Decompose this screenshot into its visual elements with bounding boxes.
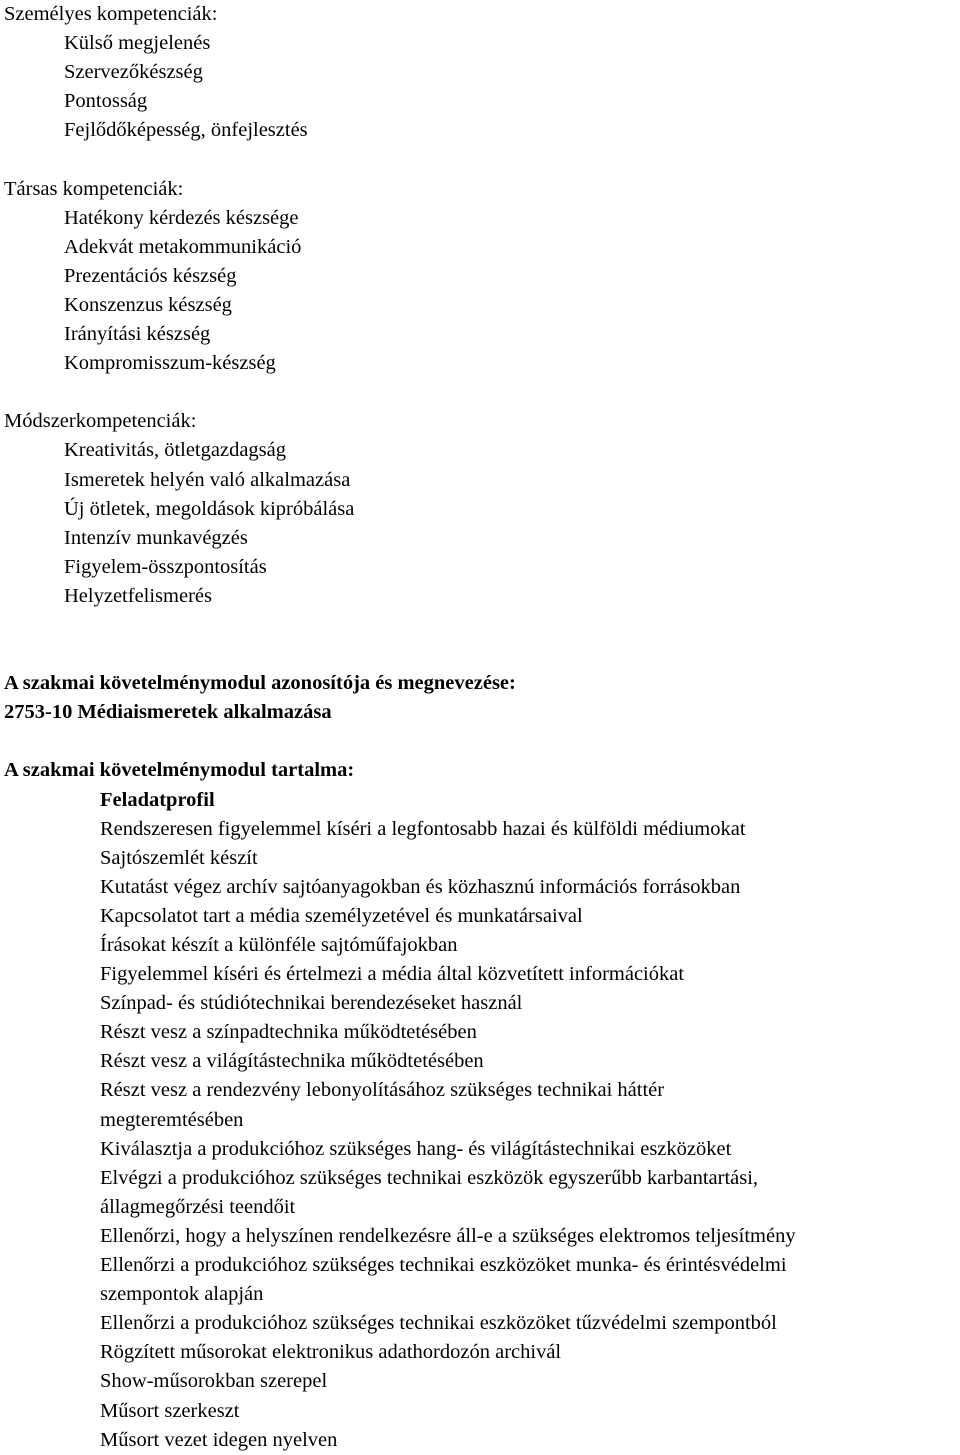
spacer bbox=[4, 611, 960, 640]
list-item: Irányítási készség bbox=[64, 323, 211, 346]
list-item: Konszenzus készség bbox=[64, 293, 232, 316]
task-item: Kutatást végez archív sajtóanyagokban és közhasznú információs forrásokban bbox=[100, 875, 741, 898]
list-item: Figyelem-összpontosítás bbox=[64, 555, 267, 578]
list-item: Intenzív munkavégzés bbox=[64, 526, 248, 549]
task-item: Ellenőrzi a produkcióhoz szükséges technikai eszközöket tűzvédelmi szempontból bbox=[100, 1312, 777, 1335]
module-content-label: A szakmai követelménymodul tartalma: bbox=[4, 759, 355, 782]
list-item: Hatékony kérdezés készsége bbox=[64, 206, 299, 229]
task-item: Színpad- és stúdiótechnikai berendezéseket használ bbox=[100, 992, 523, 1015]
section-heading: Társas kompetenciák: bbox=[4, 177, 184, 200]
task-item: szempontok alapján bbox=[100, 1283, 264, 1306]
task-item: Részt vesz a világítástechnika működtetésében bbox=[100, 1050, 484, 1073]
task-item: megteremtésében bbox=[100, 1108, 244, 1131]
task-item: Kiválasztja a produkcióhoz szükséges hang- és világítástechnikai eszközöket bbox=[100, 1137, 732, 1160]
list-item: Fejlődőképesség, önfejlesztés bbox=[64, 119, 308, 142]
task-item: Rendszeresen figyelemmel kíséri a legfontosabb hazai és külföldi médiumokat bbox=[100, 817, 746, 840]
list-item: Szervezőkészség bbox=[64, 61, 203, 84]
method-competencies bbox=[4, 407, 960, 611]
list-item: Prezentációs készség bbox=[64, 264, 237, 287]
task-item: Műsort vezet idegen nyelven bbox=[100, 1428, 338, 1451]
spacer bbox=[4, 727, 960, 756]
task-item: Kapcsolatot tart a média személyzetével és munkatársaival bbox=[100, 904, 583, 927]
task-item: Rögzített műsorokat elektronikus adathordozón archivál bbox=[100, 1341, 562, 1364]
document-page bbox=[4, 0, 960, 1455]
task-item: Show-műsorokban szerepel bbox=[100, 1370, 328, 1393]
module-id-value: 2753-10 Médiaismeretek alkalmazása bbox=[4, 701, 332, 724]
spacer bbox=[4, 640, 960, 669]
task-item: Részt vesz a színpadtechnika működtetésében bbox=[100, 1021, 477, 1044]
task-item: Műsort szerkeszt bbox=[100, 1399, 240, 1422]
list-item: Külső megjelenés bbox=[64, 32, 211, 55]
task-item: Ellenőrzi a produkcióhoz szükséges technikai eszközöket munka- és érintésvédelmi bbox=[100, 1254, 787, 1277]
list-item: Kreativitás, ötletgazdagság bbox=[64, 439, 286, 462]
task-item: Írásokat készít a különféle sajtóműfajokban bbox=[100, 934, 458, 956]
spacer bbox=[4, 145, 960, 174]
list-item: Ismeretek helyén való alkalmazása bbox=[64, 468, 351, 491]
list-item: Adekvát metakommunikáció bbox=[64, 235, 302, 258]
module-content bbox=[4, 756, 960, 1454]
section-heading: Módszerkompetenciák: bbox=[4, 410, 197, 433]
list-item: Kompromisszum-készség bbox=[64, 352, 276, 375]
list-item: Helyzetfelismerés bbox=[64, 584, 212, 607]
list-item: Pontosság bbox=[64, 90, 148, 113]
social-competencies bbox=[4, 175, 960, 379]
list-item: Új ötletek, megoldások kipróbálása bbox=[64, 497, 355, 520]
module-id-label: A szakmai követelménymodul azonosítója és megnevezése: bbox=[4, 672, 516, 695]
task-item: Sajtószemlét készít bbox=[100, 846, 258, 869]
section-heading: Személyes kompetenciák: bbox=[4, 3, 218, 25]
task-item: Részt vesz a rendezvény lebonyolításához szükséges technikai háttér bbox=[100, 1079, 665, 1102]
task-item: Figyelemmel kíséri és értelmezi a média által közvetített információkat bbox=[100, 963, 685, 986]
personal-competencies bbox=[4, 0, 960, 145]
task-item: Elvégzi a produkcióhoz szükséges technikai eszközök egyszerűbb karbantartási, bbox=[100, 1166, 759, 1189]
spacer bbox=[4, 378, 960, 407]
task-item: Ellenőrzi, hogy a helyszínen rendelkezésre áll-e a szükséges elektromos teljesítmény bbox=[100, 1224, 796, 1247]
profile-title: Feladatprofil bbox=[100, 788, 215, 811]
module-identifier bbox=[4, 669, 960, 727]
task-item: állagmegőrzési teendőit bbox=[100, 1195, 296, 1218]
